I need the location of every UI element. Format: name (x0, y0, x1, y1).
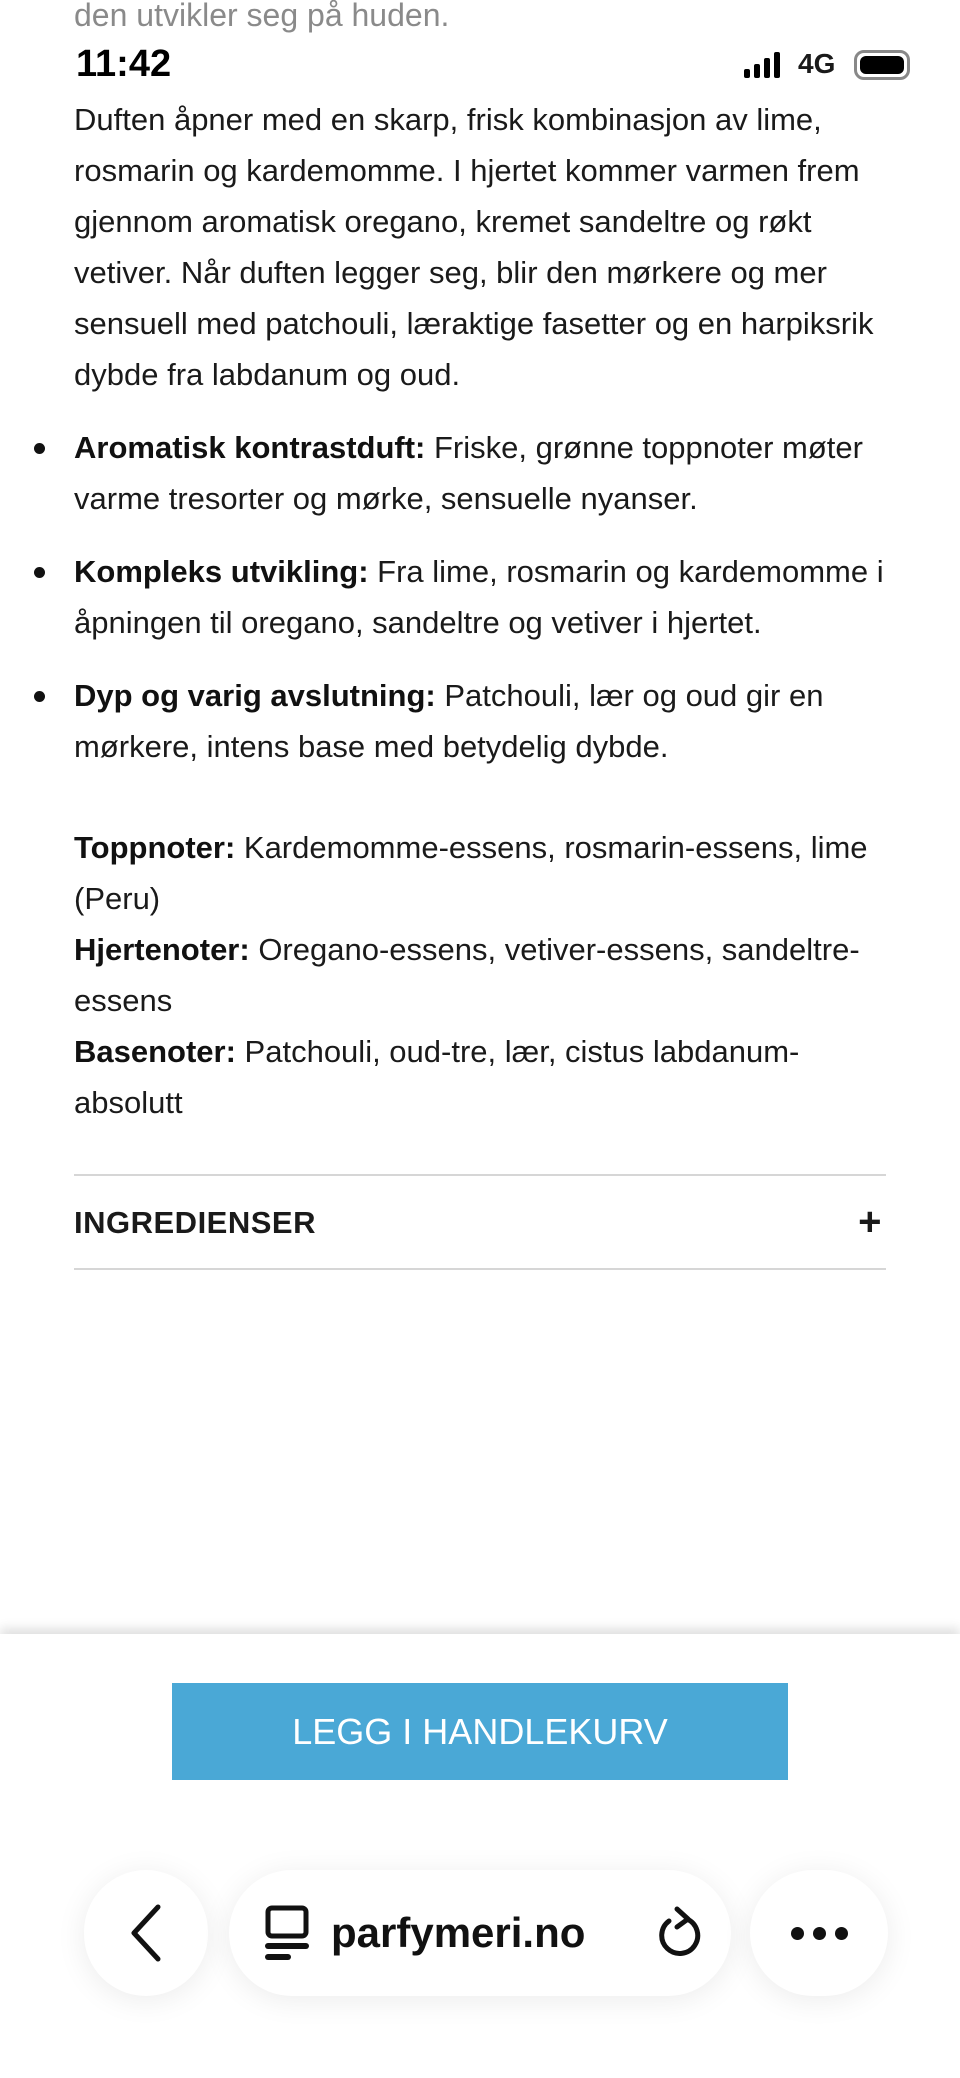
list-item (74, 546, 886, 648)
chevron-left-icon (126, 1903, 166, 1963)
status-bar (0, 40, 960, 90)
bullet-text: Patchouli, lær og oud gir en mørkere, intens base med betydelig dybde. (74, 678, 824, 764)
reload-icon[interactable] (655, 1905, 701, 1961)
divider (74, 1268, 886, 1270)
list-item (74, 422, 886, 524)
url-text: parfymeri.no (331, 1909, 586, 1956)
note-base (74, 1026, 886, 1128)
bullet-text: Fra lime, rosmarin og kardemomme i åpningen til oregano, sandeltre og vetiver i hjertet. (74, 554, 884, 640)
description-paragraph: Duften åpner med en skarp, frisk kombinasjon av lime, rosmarin og kardemomme. I hjertet kommer varmen frem gjennom aromatisk oregano, kremet sandeltre og røkt vetiver. Når duften legger seg, blir den mørkere og mer sensuell med patchouli, læraktige fasetter og en harpiksrik dybde fra labdanum og oud. (74, 102, 874, 392)
list-item (74, 670, 886, 772)
more-button[interactable] (750, 1870, 888, 1996)
note-text: Kardemomme-essens, rosmarin-essens, lime (Peru) (74, 830, 868, 916)
bullet-label: Aromatisk kontrastduft: (74, 430, 426, 465)
add-to-cart-button[interactable]: LEGG I HANDLEKURV (172, 1683, 788, 1780)
ingredients-accordion[interactable] (74, 1176, 886, 1268)
bullet-label: Kompleks utvikling: (74, 554, 369, 589)
battery-icon (854, 50, 910, 80)
note-label: Basenoter: (74, 1034, 236, 1069)
plus-icon: + (858, 1199, 882, 1244)
reader-icon (265, 1905, 311, 1961)
note-top (74, 822, 886, 924)
address-bar[interactable] (229, 1870, 731, 1996)
note-label: Toppnoter: (74, 830, 236, 865)
note-text: Patchouli, oud-tre, lær, cistus labdanum-absolutt (74, 1034, 800, 1120)
status-time: 11:42 (76, 43, 172, 85)
product-description (74, 94, 886, 1270)
bullet-label: Dyp og varig avslutning: (74, 678, 436, 713)
faded-previous-text: den utvikler seg på huden. (74, 0, 450, 33)
network-label: 4G (798, 48, 836, 79)
bullet-text: Friske, grønne toppnoter møter varme tresorter og mørke, sensuelle nyanser. (74, 430, 863, 516)
accordion-label: INGREDIENSER (74, 1204, 316, 1240)
signal-icon (744, 52, 780, 78)
note-label: Hjertenoter: (74, 932, 250, 967)
bottom-bar (0, 1634, 960, 2078)
note-heart (74, 924, 886, 1026)
feature-list (74, 422, 886, 772)
more-icon (791, 1927, 848, 1940)
note-text: Oregano-essens, vetiver-essens, sandeltre-essens (74, 932, 860, 1018)
fragrance-notes (74, 822, 886, 1128)
back-button[interactable] (84, 1870, 208, 1996)
